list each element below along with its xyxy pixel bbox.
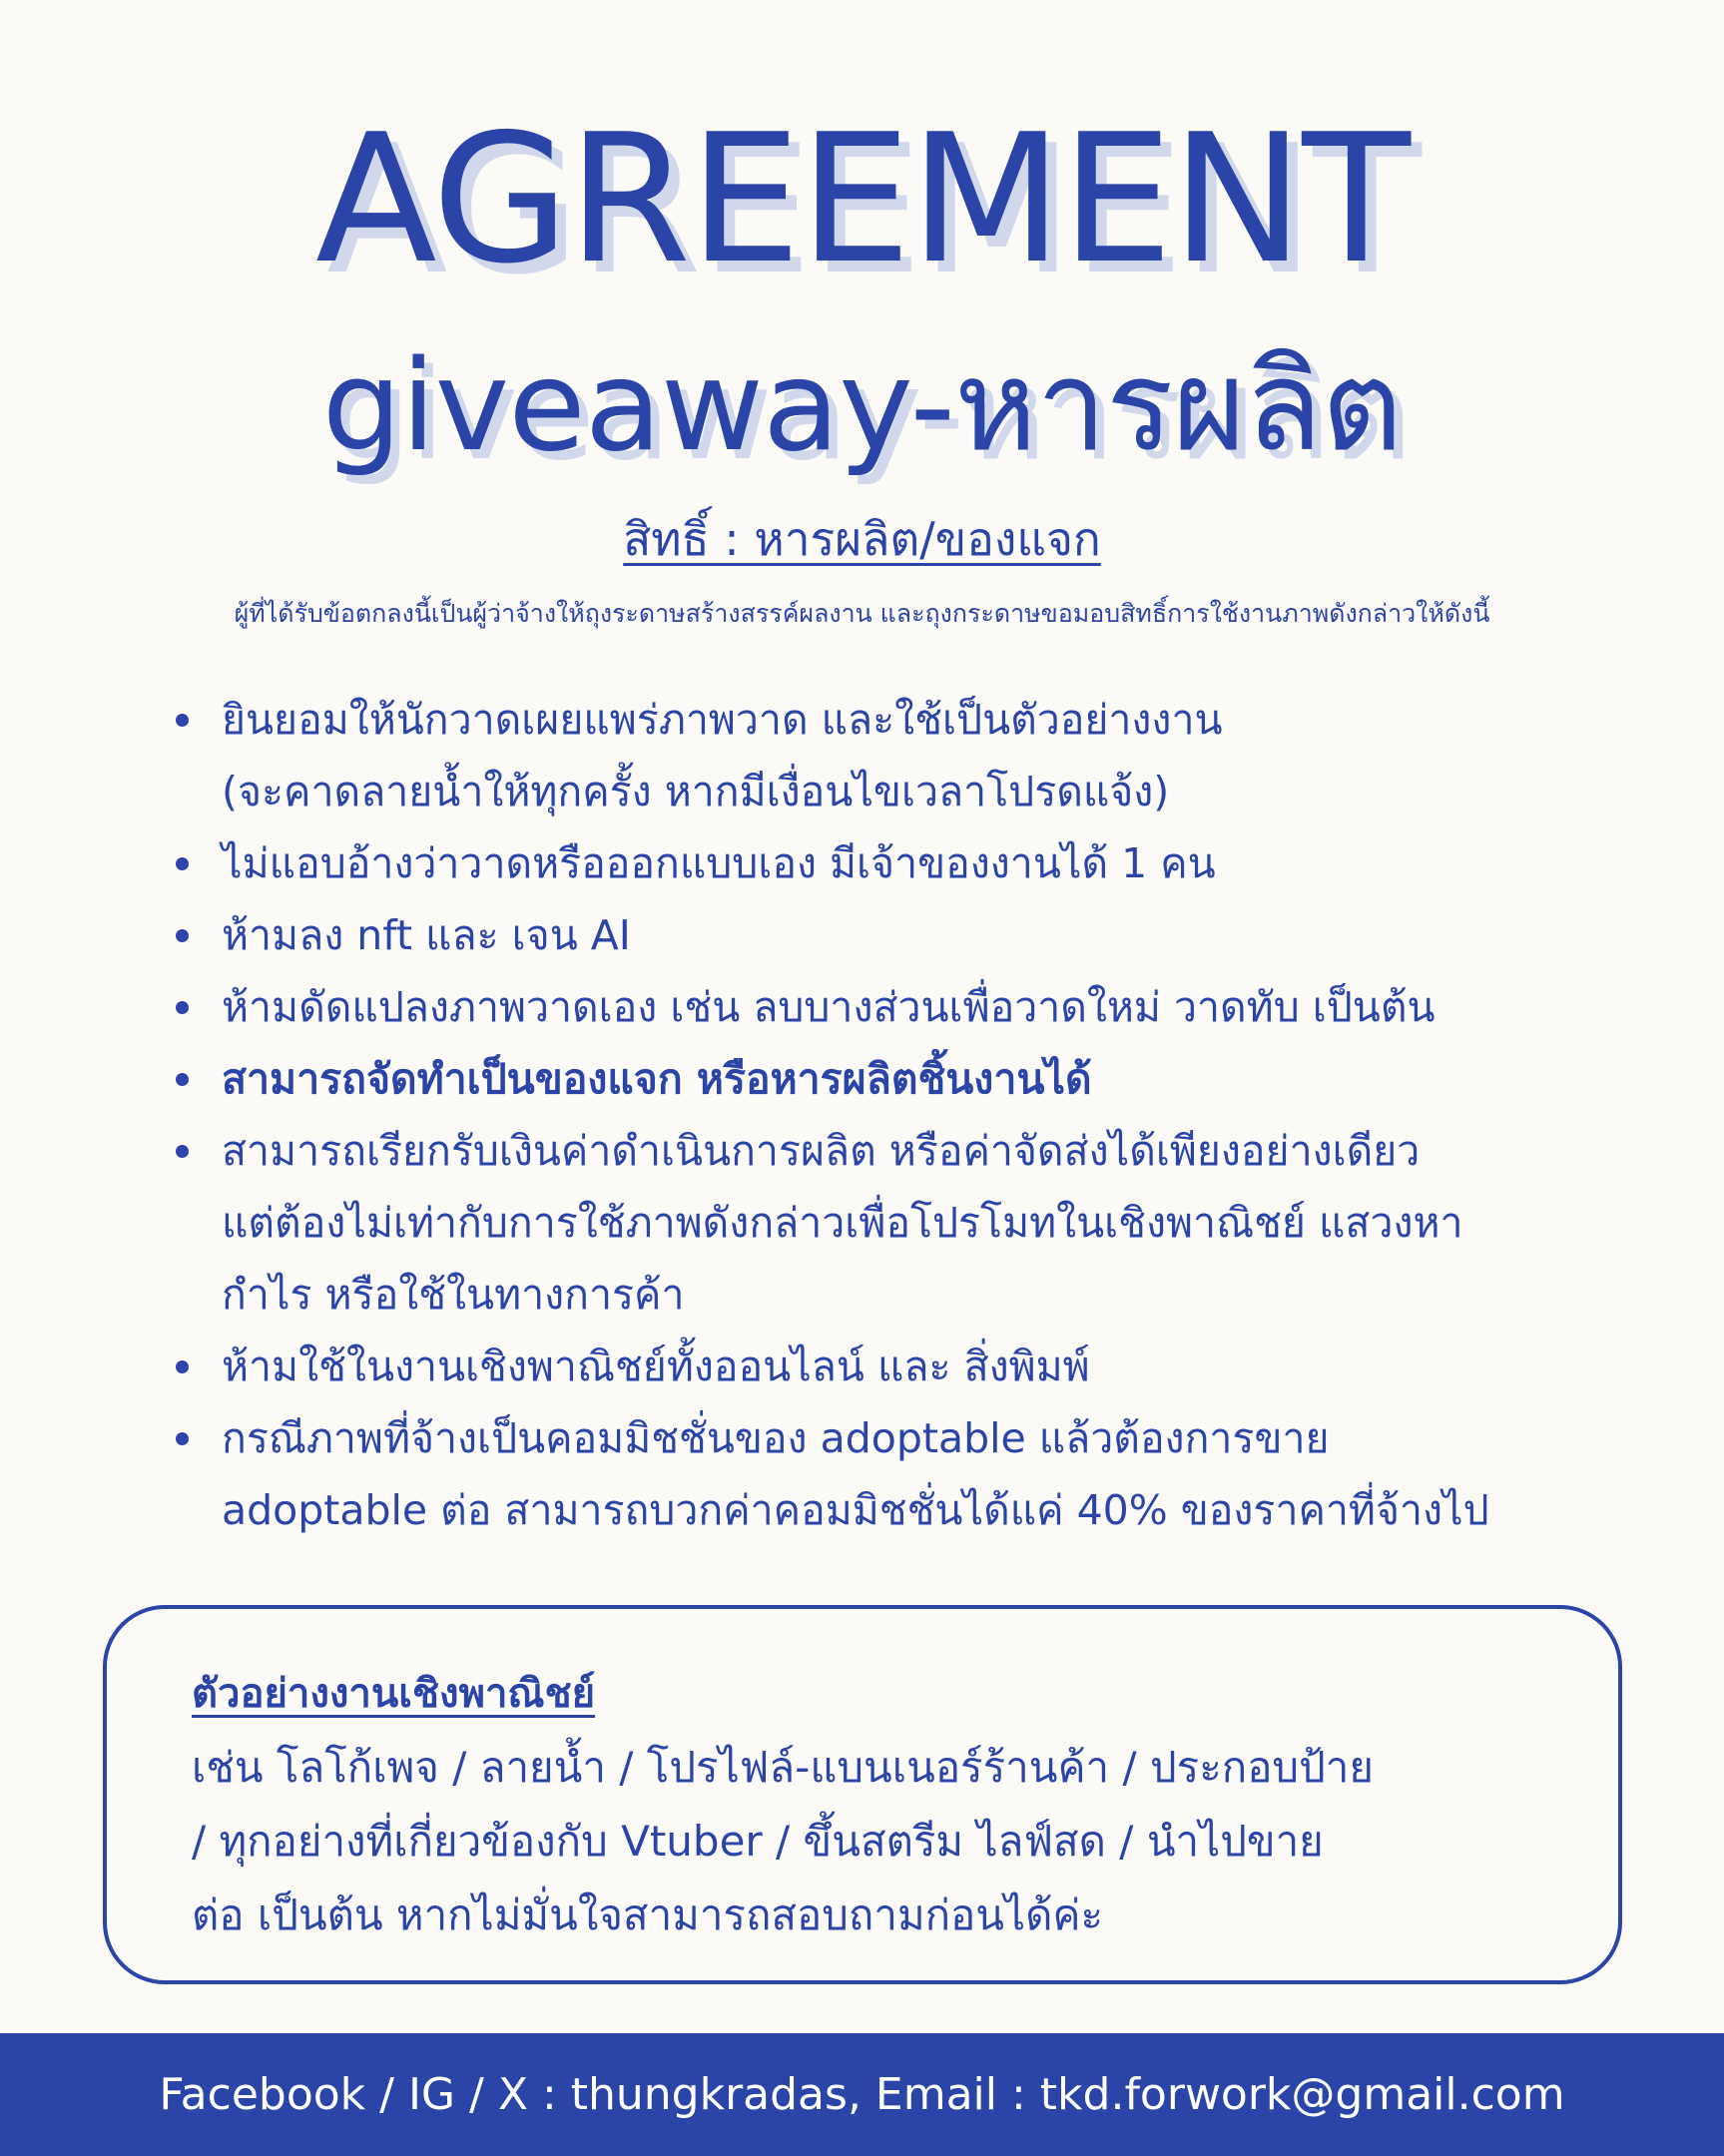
terms-list	[170, 684, 1627, 1546]
term-item	[170, 1402, 1627, 1546]
bullet-icon	[176, 857, 189, 870]
examples-line: ต่อ เป็นต้น หากไม่มั่นใจสามารถสอบถามก่อนได้ค่ะ	[192, 1890, 1104, 1939]
bullet-icon	[176, 929, 189, 942]
bullet-icon	[176, 1145, 189, 1158]
agreement-subtitle: giveaway-หารผลิต	[321, 332, 1403, 479]
term-item	[170, 684, 1627, 827]
term-line: ห้ามใช้ในงานเชิงพาณิชย์ทั้งออนไลน์ และ สิ่งพิมพ์	[222, 1343, 1090, 1390]
term-line: แต่ต้องไม่เท่ากับการใช้ภาพดังกล่าวเพื่อโปรโมทในเชิงพาณิชย์ แสวงหา	[222, 1199, 1463, 1247]
rights-label	[0, 504, 1724, 574]
examples-line: เช่น โลโก้เพจ / ลายน้ำ / โปรไฟล์-แบนเนอร์ร้านค้า / ประกอบป้าย	[192, 1743, 1374, 1792]
term-item-highlight	[170, 1043, 1627, 1115]
examples-body	[192, 1731, 1589, 1952]
bullet-icon	[176, 714, 189, 727]
term-line: สามารถเรียกรับเงินค่าดำเนินการผลิต หรือค่าจัดส่งได้เพียงอย่างเดียว	[222, 1127, 1421, 1175]
term-item	[170, 1115, 1627, 1331]
term-line: ห้ามลง nft และ เจน AI	[222, 911, 631, 959]
term-item	[170, 899, 1627, 971]
bullet-icon	[176, 1360, 189, 1373]
rights-label-text: สิทธิ์ : หารผลิต/ของแจก	[623, 512, 1101, 566]
term-item	[170, 827, 1627, 899]
bullet-icon	[176, 1432, 189, 1445]
bullet-icon	[176, 1073, 189, 1086]
contact-info: Facebook / IG / X : thungkradas, Email : tkd.forwork@gmail.com	[159, 2069, 1565, 2120]
term-line: กำไร หรือใช้ในทางการค้า	[222, 1271, 685, 1319]
bullet-icon	[176, 1001, 189, 1014]
term-line: (จะคาดลายน้ำให้ทุกครั้ง หากมีเงื่อนไขเวลาโปรดแจ้ง)	[222, 768, 1170, 815]
footer-bar	[0, 2033, 1724, 2156]
term-line: ห้ามดัดแปลงภาพวาดเอง เช่น ลบบางส่วนเพื่อวาดใหม่ วาดทับ เป็นต้น	[222, 983, 1436, 1031]
term-line: adoptable ต่อ สามารถบวกค่าคอมมิชชั่นได้แค่ 40% ของราคาที่จ้างไป	[222, 1486, 1489, 1534]
term-line: ไม่แอบอ้างว่าวาดหรือออกแบบเอง มีเจ้าของงานได้ 1 คน	[222, 839, 1216, 887]
term-item	[170, 971, 1627, 1043]
agreement-title: AGREEMENT	[314, 96, 1410, 302]
intro-text: ผู้ที่ได้รับข้อตกลงนี้เป็นผู้ว่าจ้างให้ถุงระดาษสร้างสรรค์ผลงาน และถุงกระดาษขอมอบสิทธิ์การใช้งานภาพดังกล่าวให้ดังนี้	[234, 599, 1490, 628]
term-line: กรณีภาพที่จ้างเป็นคอมมิชชั่นของ adoptable แล้วต้องการขาย	[222, 1414, 1330, 1462]
term-item	[170, 1331, 1627, 1402]
term-line: สามารถจัดทำเป็นของแจก หรือหารผลิตชิ้นงานได้	[222, 1055, 1092, 1103]
examples-heading: ตัวอย่างงานเชิงพาณิชย์	[192, 1671, 596, 1717]
examples-line: / ทุกอย่างที่เกี่ยวข้องกับ Vtuber / ขึ้นสตรีม ไลฟ์สด / นำไปขาย	[192, 1817, 1324, 1866]
term-line: ยินยอมให้นักวาดเผยแพร่ภาพวาด และใช้เป็นตัวอย่างงาน	[222, 696, 1223, 744]
commercial-examples-box	[103, 1605, 1622, 1984]
